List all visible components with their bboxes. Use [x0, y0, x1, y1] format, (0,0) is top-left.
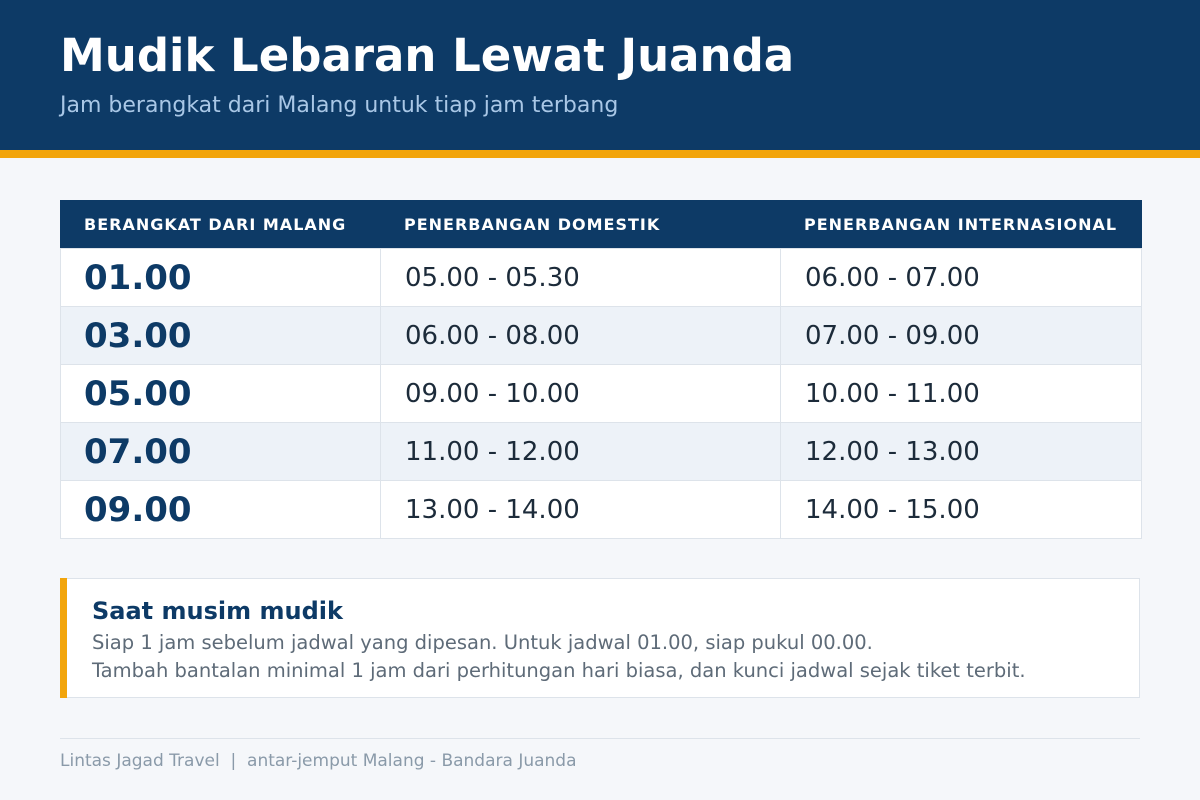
table-row: [61, 422, 1141, 480]
international-flight-cell: 06.00 - 07.00: [805, 262, 980, 293]
depart-time-cell: 05.00: [61, 365, 381, 422]
note-line-2: Tambah bantalan minimal 1 jam dari perhitungan hari biasa, dan kunci jadwal sejak tiket terbit.: [92, 659, 1026, 682]
table-header: [60, 200, 1142, 248]
domestic-flight-cell: 05.00 - 05.30: [381, 249, 781, 306]
header-banner: [0, 0, 1200, 150]
note-box: [60, 578, 1140, 698]
table-row: [61, 364, 1141, 422]
table-row: [61, 248, 1141, 306]
page-subtitle: Jam berangkat dari Malang untuk tiap jam terbang: [60, 93, 619, 118]
international-flight-cell: 14.00 - 15.00: [805, 494, 980, 525]
note-title: Saat musim mudik: [92, 597, 343, 625]
page-title: Mudik Lebaran Lewat Juanda: [60, 29, 795, 82]
table-row: [61, 306, 1141, 364]
depart-time-cell: 07.00: [61, 423, 381, 480]
international-flight-cell: 10.00 - 11.00: [805, 378, 980, 409]
note-accent-bar: [60, 578, 67, 698]
column-header-depart: BERANGKAT DARI MALANG: [84, 214, 347, 234]
domestic-flight-cell: 13.00 - 14.00: [381, 481, 781, 538]
note-line-1: Siap 1 jam sebelum jadwal yang dipesan. Untuk jadwal 01.00, siap pukul 00.00.: [92, 631, 873, 654]
column-header-domestic: PENERBANGAN DOMESTIK: [404, 214, 661, 234]
footer-text: Lintas Jagad Travel | antar-jemput Malang - Bandara Juanda: [60, 751, 577, 771]
header-accent-stripe: [0, 150, 1200, 158]
footer-divider: [60, 738, 1140, 739]
schedule-table: [60, 200, 1142, 539]
domestic-flight-cell: 11.00 - 12.00: [381, 423, 781, 480]
international-flight-cell: 12.00 - 13.00: [805, 436, 980, 467]
column-header-international: PENERBANGAN INTERNASIONAL: [804, 214, 1118, 234]
depart-time-cell: 01.00: [61, 249, 381, 306]
domestic-flight-cell: 06.00 - 08.00: [381, 307, 781, 364]
table-row: [61, 480, 1141, 538]
depart-time-cell: 09.00: [61, 481, 381, 538]
international-flight-cell: 07.00 - 09.00: [805, 320, 980, 351]
depart-time-cell: 03.00: [61, 307, 381, 364]
domestic-flight-cell: 09.00 - 10.00: [381, 365, 781, 422]
